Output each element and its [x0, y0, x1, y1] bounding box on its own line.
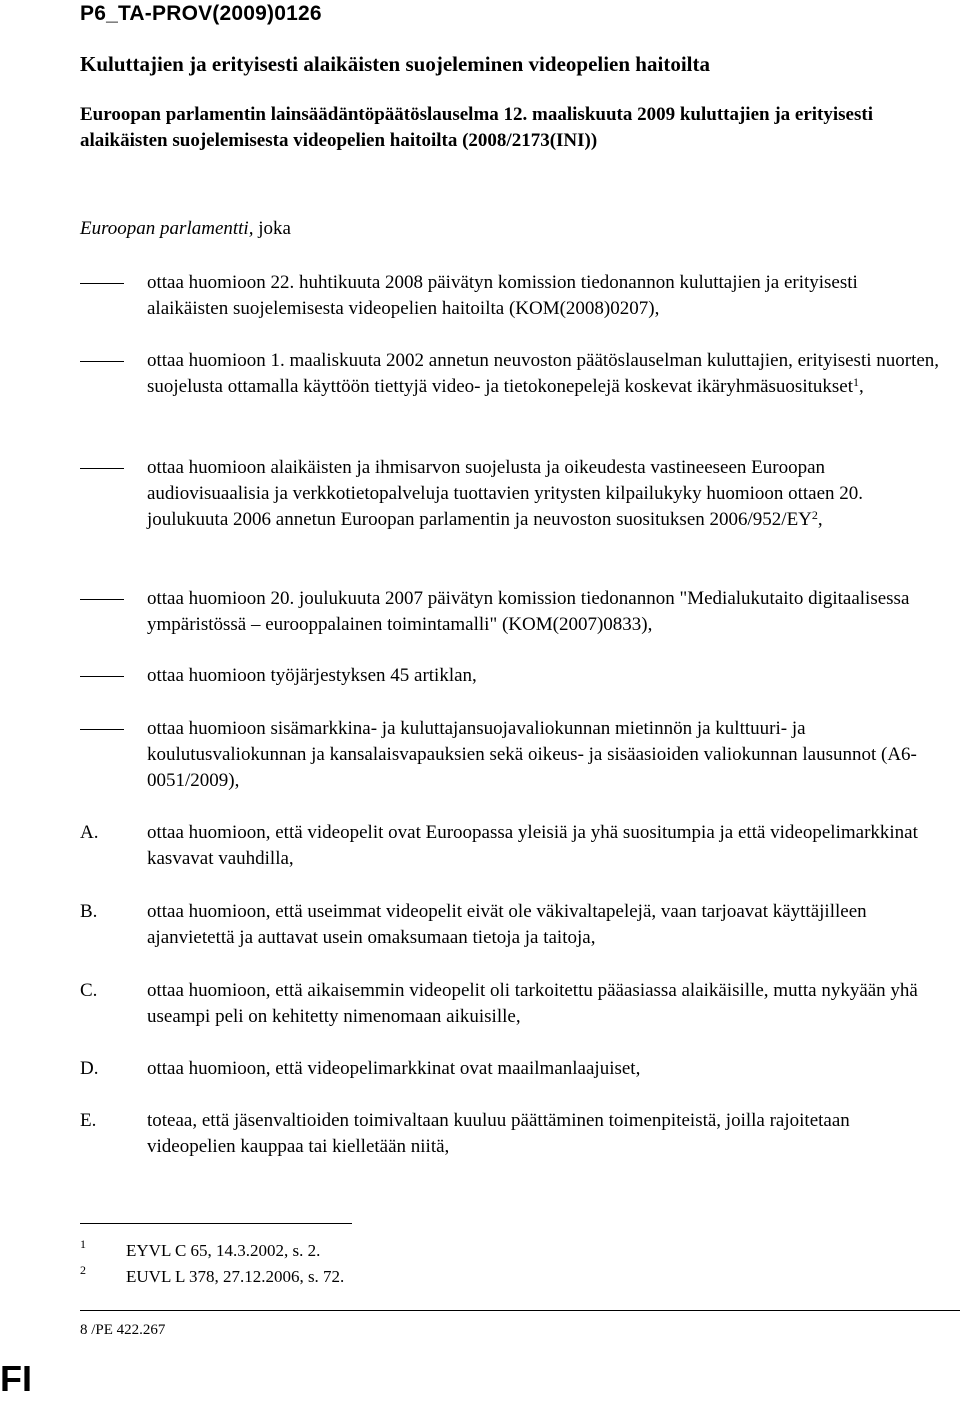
recital-letter: E.: [80, 1110, 97, 1131]
recital-item: [80, 1108, 940, 1160]
footer-rule: [80, 1310, 960, 1311]
intro-subject: Euroopan parlamentti,: [80, 218, 254, 239]
citation-text: ottaa huomioon alaikäisten ja ihmisarvon suojelusta ja oikeudesta vastineeseen Euroopan audiovisuaalisia ja verkkotietopalveluja tuottavien yritysten kilpailukyky huomioon ottaen 20. joulukuuta 2006 annetun Euroopan parlamentin ja neuvoston suosituksen $2006/952/EY^2$,: [147, 457, 864, 530]
document-subtitle: Euroopan parlamentin lainsäädäntöpäätöslauselma 12. maaliskuuta 2009 kuluttajien ja erityisesti alaikäisten suojelemisesta videopelien haitoilta (2008/2173(INI)): [80, 104, 873, 151]
citation-text: ottaa huomioon 22. huhtikuuta 2008 päivätyn komission tiedonannon kuluttajien ja erityisesti alaikäisten suojelemisesta videopelien haitoilta (KOM(2008)0207),: [147, 272, 858, 319]
footnote-number: 1: [80, 1237, 86, 1251]
citation-text: ottaa huomioon työjärjestyksen 45 artiklan,: [147, 665, 477, 686]
dash-marker: [80, 283, 124, 284]
citation-text: ottaa huomioon 20. joulukuuta 2007 päivätyn komission tiedonannon "Medialukutaito digitaalisessa ympäristössä – eurooppalainen toimintamalli" (KOM(2007)0833),: [147, 588, 910, 635]
citation-text: ottaa huomioon sisämarkkina- ja kuluttajansuojavaliokunnan mietinnön ja kulttuuri- ja koulutusvaliokunnan ja kansalaisvapauksien sekä oikeus- ja sisäasioiden valiokunnan lausunnot (A6-0051/2009),: [147, 718, 917, 791]
recital-text: ottaa huomioon, että videopelimarkkinat ovat maailmanlaajuiset,: [147, 1058, 641, 1079]
footnote-text: EUVL L 378, 27.12.2006, s. 72.: [126, 1267, 345, 1286]
recital-text: toteaa, että jäsenvaltioiden toimivaltaan kuuluu päättäminen toimenpiteistä, joilla rajoitetaan videopelien kauppaa tai kielletään niitä,: [147, 1110, 850, 1157]
recital-letter: C.: [80, 980, 98, 1001]
dash-marker: [80, 361, 124, 362]
dash-marker: [80, 599, 124, 600]
citation-item: [80, 663, 940, 689]
citation-item: [80, 348, 940, 400]
recital-text: ottaa huomioon, että aikaisemmin videopelit oli tarkoitettu pääasiassa alaikäisille, mutta nykyään yhä useampi peli on kehitetty nimenomaan aikuisille,: [147, 980, 918, 1027]
recital-letter: A.: [80, 822, 99, 843]
recital-letter: D.: [80, 1058, 99, 1079]
document-title: Kuluttajien ja erityisesti alaikäisten suojeleminen videopelien haitoilta: [80, 52, 710, 76]
recital-item: [80, 978, 940, 1030]
footnote-ref[interactable]: 1: [853, 375, 859, 389]
citation-item: [80, 586, 940, 638]
dash-marker: [80, 676, 124, 677]
footnote-number: 2: [80, 1263, 86, 1277]
citation-item: [80, 455, 940, 533]
dash-marker: [80, 729, 124, 730]
citation-item: [80, 270, 940, 322]
recital-item: [80, 820, 940, 872]
recital-item: [80, 899, 940, 951]
language-code: FI: [0, 1358, 32, 1399]
citation-item: [80, 716, 940, 794]
document-code: P6_TA-PROV(2009)0126: [80, 2, 322, 25]
footnote-ref[interactable]: 2: [811, 508, 818, 522]
recital-letter: B.: [80, 901, 98, 922]
footnote-text: EYVL C 65, 14.3.2002, s. 2.: [126, 1241, 321, 1260]
dash-marker: [80, 468, 124, 469]
footnote-separator: [80, 1223, 352, 1224]
recital-text: ottaa huomioon, että videopelit ovat Euroopassa yleisiä ja yhä suositumpia ja että videopelimarkkinat kasvavat vauhdilla,: [147, 822, 918, 869]
citation-text: ottaa huomioon 1. maaliskuuta 2002 annetun neuvoston päätöslauselman kuluttajien, erityisesti nuorten, suojelusta ottamalla käyttöön tiettyjä video- ja tietokonepelejä koskevat ikäryhmäsuositukset$^1$,: [147, 350, 940, 397]
page-reference: 8 /PE 422.267: [80, 1322, 166, 1338]
recital-item: [80, 1056, 940, 1082]
intro-line: [80, 218, 291, 240]
intro-rest: joka: [253, 218, 291, 239]
recital-text: ottaa huomioon, että useimmat videopelit eivät ole väkivaltapelejä, vaan tarjoavat käyttäjilleen ajanvietettä ja auttavat usein omaksumaan tietoja ja taitoja,: [147, 901, 867, 948]
